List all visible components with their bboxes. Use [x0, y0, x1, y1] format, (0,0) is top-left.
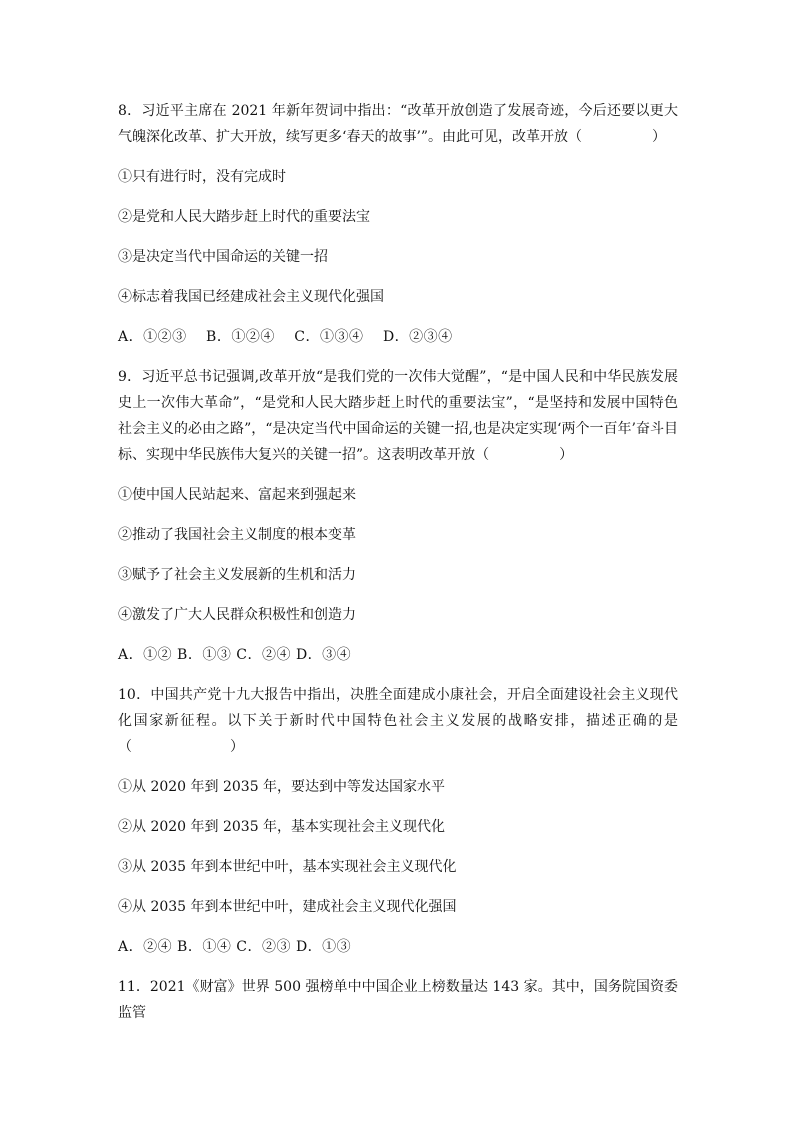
question-9-option-1: ①使中国人民站起来、富起来到强起来	[118, 487, 356, 503]
question-10-option-3: ③从 2035 年到本世纪中叶，基本实现社会主义现代化	[118, 859, 457, 875]
question-10-answers: A．②④ B．①④ C．②③ D．①③	[118, 939, 352, 955]
document-page	[118, 98, 678, 1026]
question-8-option-3: ③是决定当代中国命运的关键一招	[118, 249, 328, 265]
question-9-stem: 9．习近平总书记强调,改革开放“是我们党的一次伟大觉醒”，“是中国人民和中华民族发展史上一次伟大革命”，“是党和人民大踏步赶上时代的重要法宝”，“是坚持和发展中国特色社会主义的必由之路”，“是决定当代中国命运的关键一招,也是决定实现‘两个一百年’奋斗目标、实现中华民族伟大复兴的关键一招”。这表明改革开放（ ）	[118, 369, 678, 463]
question-9-option-3: ③赋予了社会主义发展新的生机和活力	[118, 567, 356, 583]
question-9-option-2: ②推动了我国社会主义制度的根本变革	[118, 527, 356, 543]
question-11-stem: 11．2021《财富》世界 500 强榜单中中国企业上榜数量达 143 家。其中，国务院国资委监管	[118, 979, 678, 1021]
question-10-stem: 10．中国共产党十九大报告中指出，决胜全面建成小康社会，开启全面建设社会主义现代化国家新征程。以下关于新时代中国特色社会主义发展的战略安排，描述正确的是（ ）	[118, 687, 678, 755]
question-8-option-4: ④标志着我国已经建成社会主义现代化强国	[118, 289, 384, 305]
question-9-answers: A．①② B．①③ C．②④ D．③④	[118, 647, 352, 663]
question-8-answers: A．①②③ B．①②④ C．①③④ D．②③④	[118, 329, 453, 345]
question-10-option-4: ④从 2035 年到本世纪中叶，建成社会主义现代化强国	[118, 899, 457, 915]
question-10-option-2: ②从 2020 年到 2035 年，基本实现社会主义现代化	[118, 819, 446, 835]
question-8-option-1: ①只有进行时，没有完成时	[118, 169, 286, 185]
question-10-option-1: ①从 2020 年到 2035 年，要达到中等发达国家水平	[118, 779, 446, 795]
question-8-stem: 8．习近平主席在 2021 年新年贺词中指出：“改革开放创造了发展奇迹，今后还要以更大气魄深化改革、扩大开放，续写更多‘春天的故事’”。由此可见，改革开放（ ）	[118, 103, 678, 145]
question-8-option-2: ②是党和人民大踏步赶上时代的重要法宝	[118, 209, 370, 225]
question-9-option-4: ④激发了广大人民群众积极性和创造力	[118, 607, 356, 623]
